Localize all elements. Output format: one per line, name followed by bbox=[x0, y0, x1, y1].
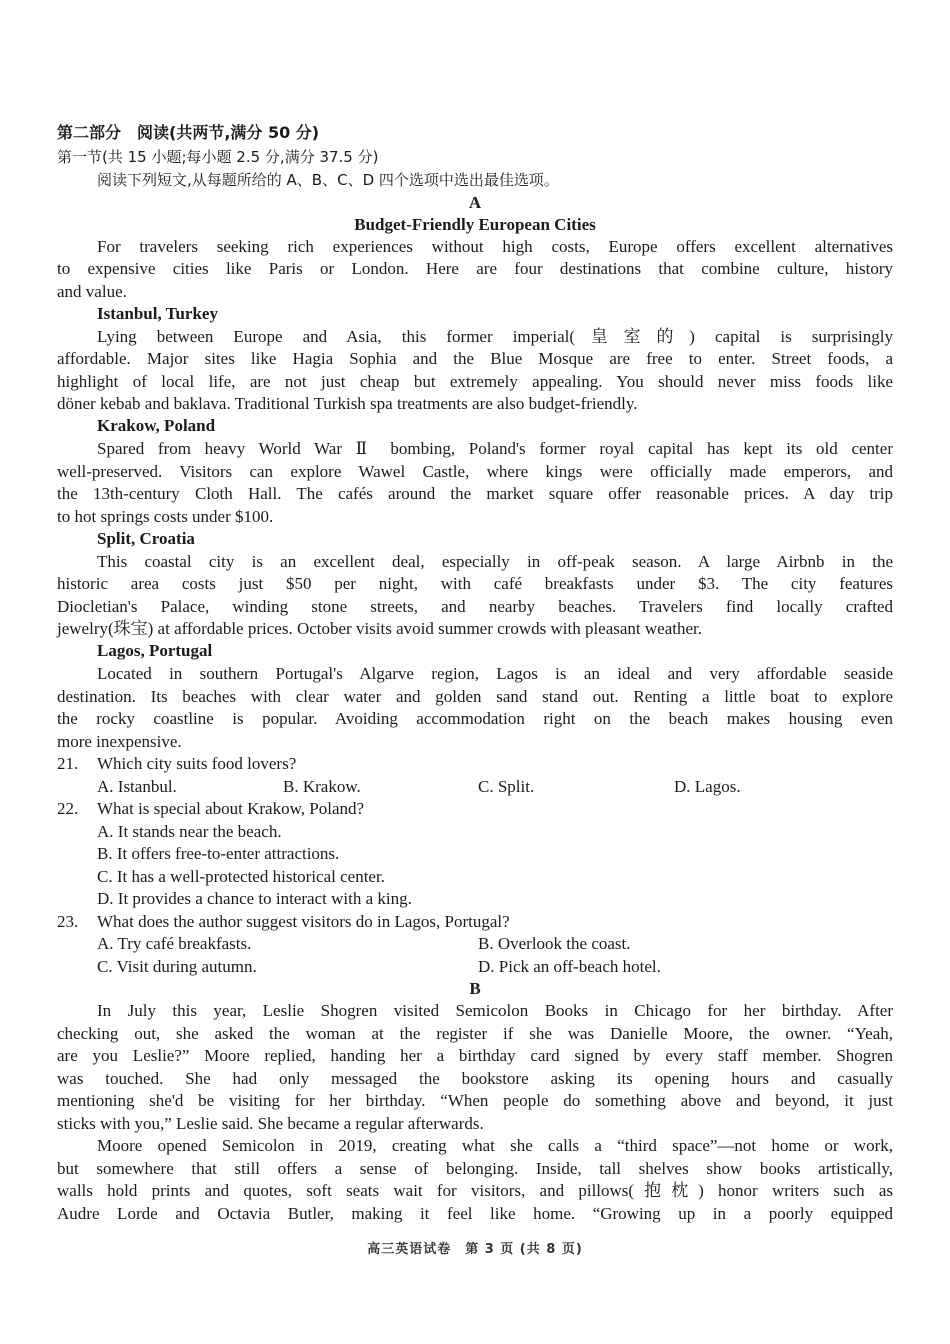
option-d[interactable]: D. Pick an off-beach hotel. bbox=[478, 957, 661, 976]
option-b[interactable]: B. It offers free-to-enter attractions. bbox=[97, 844, 340, 863]
city-text-line: the rocky coastline is popular. Avoiding accommodation right on the beach makes housing even bbox=[57, 709, 893, 728]
page-footer: 高三英语试卷 第 3 页 (共 8 页) bbox=[367, 1242, 583, 1257]
city-text-line: highlight of local life, are not just cheap but extremely appealing. You should never miss foods like bbox=[57, 372, 893, 391]
passage-b-label: B bbox=[469, 979, 481, 998]
option-a[interactable]: A. Try café breakfasts. bbox=[97, 934, 252, 953]
option-a[interactable]: A. Istanbul. bbox=[97, 777, 177, 796]
city-heading-istanbul: Istanbul, Turkey bbox=[97, 304, 218, 323]
city-text-line: Lying between Europe and Asia, this former imperial(皇室的) capital is surprisingly bbox=[97, 327, 893, 346]
question-number: 21. bbox=[57, 754, 79, 773]
option-d[interactable]: D. Lagos. bbox=[674, 777, 741, 796]
paragraph-line: Moore opened Semicolon in 2019, creating what she calls a “third space”—not home or work, bbox=[97, 1136, 893, 1155]
question-number: 23. bbox=[57, 912, 79, 931]
part-title: 第二部分 阅读(共两节,满分 50 分) bbox=[57, 123, 320, 142]
option-c[interactable]: C. Split. bbox=[478, 777, 535, 796]
city-text-line: This coastal city is an excellent deal, especially in off-peak season. A large Airbnb in the bbox=[97, 552, 893, 571]
city-text-line: more inexpensive. bbox=[57, 732, 182, 751]
paragraph-line: was touched. She had only messaged the bookstore asking its opening hours and casually bbox=[57, 1069, 893, 1088]
question-stem: Which city suits food lovers? bbox=[97, 754, 297, 773]
question-number: 22. bbox=[57, 799, 79, 818]
city-text-line: affordable. Major sites like Hagia Sophia and the Blue Mosque are free to enter. Street foods, a bbox=[57, 349, 893, 368]
option-a[interactable]: A. It stands near the beach. bbox=[97, 822, 282, 841]
question-stem: What does the author suggest visitors do in Lagos, Portugal? bbox=[97, 912, 510, 931]
option-c[interactable]: C. Visit during autumn. bbox=[97, 957, 257, 976]
option-c[interactable]: C. It has a well-protected historical center. bbox=[97, 867, 385, 886]
city-text-line: historic area costs just $50 per night, with café breakfasts under $3. The city features bbox=[57, 574, 893, 593]
paragraph-line: checking out, she asked the woman at the register if she was Danielle Moore, the owner. “Yeah, bbox=[57, 1024, 893, 1043]
city-text-line: to hot springs costs under $100. bbox=[57, 507, 274, 526]
option-b[interactable]: B. Overlook the coast. bbox=[478, 934, 631, 953]
city-text-line: well-preserved. Visitors can explore Wawel Castle, where kings were officially made emperors, and bbox=[57, 462, 893, 481]
city-heading-split: Split, Croatia bbox=[97, 529, 195, 548]
intro-line: and value. bbox=[57, 282, 127, 301]
paragraph-line: but somewhere that still offers a sense of belonging. Inside, tall shelves show books artistically, bbox=[57, 1159, 893, 1178]
option-b[interactable]: B. Krakow. bbox=[283, 777, 361, 796]
section-title: 第一节(共 15 小题;每小题 2.5 分,满分 37.5 分) bbox=[57, 148, 379, 166]
city-text-line: destination. Its beaches with clear water and golden sand stand out. Renting a little boat to explore bbox=[57, 687, 893, 706]
city-text-line: Spared from heavy World War Ⅱ bombing, Poland's former royal capital has kept its old center bbox=[97, 439, 893, 458]
paragraph-line: Audre Lorde and Octavia Butler, making it feel like home. “Growing up in a poorly equipped bbox=[57, 1204, 893, 1223]
intro-line: For travelers seeking rich experiences without high costs, Europe offers excellent alternatives bbox=[97, 237, 893, 256]
city-text-line: the 13th-century Cloth Hall. The cafés around the market square offer reasonable prices. A day trip bbox=[57, 484, 893, 503]
city-text-line: döner kebab and baklava. Traditional Turkish spa treatments are also budget-friendly. bbox=[57, 394, 638, 413]
paragraph-line: are you Leslie?” Moore replied, handing her a birthday card signed by every staff member. Shogren bbox=[57, 1046, 893, 1065]
passage-a-title: Budget-Friendly European Cities bbox=[354, 215, 596, 234]
instructions: 阅读下列短文,从每题所给的 A、B、C、D 四个选项中选出最佳选项。 bbox=[97, 171, 559, 189]
city-heading-krakow: Krakow, Poland bbox=[97, 416, 216, 435]
city-text-line: Located in southern Portugal's Algarve region, Lagos is an ideal and very affordable seaside bbox=[97, 664, 893, 683]
paragraph-line: sticks with you,” Leslie said. She became a regular afterwards. bbox=[57, 1114, 484, 1133]
question-stem: What is special about Krakow, Poland? bbox=[97, 799, 365, 818]
city-heading-lagos: Lagos, Portugal bbox=[97, 641, 213, 660]
passage-a-label: A bbox=[468, 193, 482, 212]
intro-line: to expensive cities like Paris or London. Here are four destinations that combine culture, history bbox=[57, 259, 893, 278]
option-d[interactable]: D. It provides a chance to interact with a king. bbox=[97, 889, 412, 908]
paragraph-line: walls hold prints and quotes, soft seats wait for visitors, and pillows(抱枕) honor writers such as bbox=[57, 1181, 893, 1200]
city-text-line: jewelry(珠宝) at affordable prices. October visits avoid summer crowds with pleasant weather. bbox=[57, 619, 703, 638]
paragraph-line: mentioning she'd be visiting for her birthday. “When people do something above and beyond, it just bbox=[57, 1091, 893, 1110]
city-text-line: Diocletian's Palace, winding stone streets, and nearby beaches. Travelers find locally crafted bbox=[57, 597, 893, 616]
paragraph-line: In July this year, Leslie Shogren visited Semicolon Books in Chicago for her birthday. After bbox=[97, 1001, 893, 1020]
